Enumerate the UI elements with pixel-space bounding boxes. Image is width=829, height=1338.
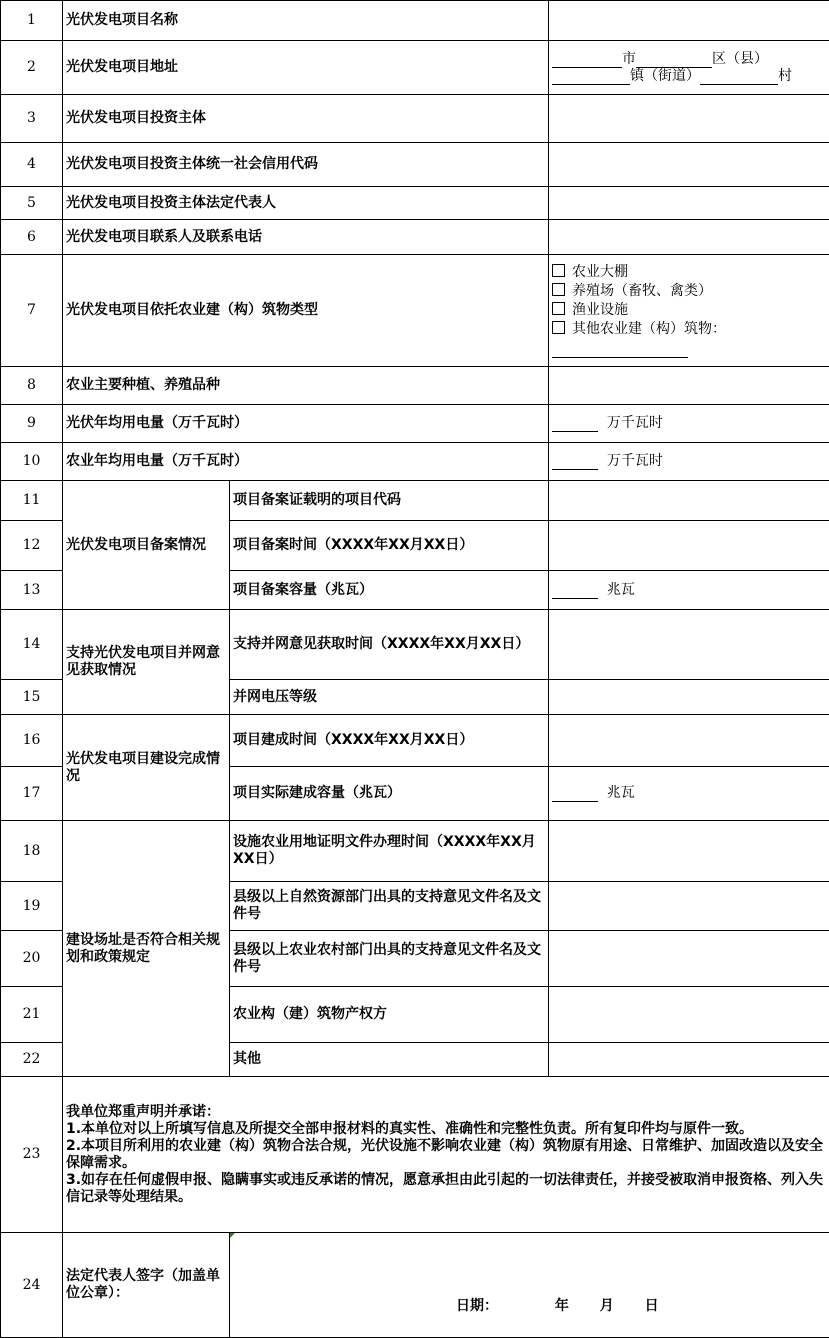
declaration-item: 1.本单位对以上所填写信息及所提交全部申报材料的真实性、准确性和完整性负责。所有复印件均与原件一致。 [66, 1120, 754, 1137]
town-label: 镇（街道） [630, 67, 700, 84]
row-number: 3 [1, 95, 63, 143]
group-label-record: 光伏发电项目备案情况 [63, 481, 230, 610]
other-building-blank[interactable] [552, 343, 688, 358]
option-fishery[interactable]: 渔业设施 [552, 301, 826, 320]
row-number: 23 [1, 1077, 63, 1233]
table-row [1, 821, 829, 882]
option-greenhouse[interactable]: 农业大棚 [552, 263, 826, 282]
row-number: 9 [1, 405, 63, 443]
field-input-legal-rep[interactable] [549, 187, 829, 220]
field-input-project-address[interactable] [549, 41, 829, 95]
field-input-land-cert-date[interactable] [549, 821, 829, 882]
row-number: 12 [1, 521, 63, 571]
row-number: 17 [1, 767, 63, 821]
field-input-property-owner[interactable] [549, 987, 829, 1043]
field-label-project-address: 光伏发电项目地址 [63, 41, 549, 95]
day-label: 日 [644, 1298, 659, 1314]
row-number: 14 [1, 610, 63, 680]
field-label-record-date: 项目备案时间（XXXX年XX月XX日） [230, 521, 549, 571]
declaration-item: 2.本项目所利用的农业建（构）筑物合法合规，光伏设施不影响农业建（构）筑物原有用途、日常维护、加固改造以及安全保障需求。 [66, 1137, 824, 1171]
table-row [1, 1233, 829, 1338]
field-input-credit-code[interactable] [549, 143, 829, 187]
field-label-pv-consumption: 光伏年均用电量（万千瓦时） [63, 405, 549, 443]
row-number: 6 [1, 220, 63, 255]
field-label-grid-voltage: 并网电压等级 [230, 680, 549, 715]
field-label-actual-capacity: 项目实际建成容量（兆瓦） [230, 767, 549, 821]
field-input-grid-date[interactable] [549, 610, 829, 680]
option-livestock[interactable]: 养殖场（畜牧、禽类） [552, 282, 826, 301]
row-number: 5 [1, 187, 63, 220]
unit-label: 万千瓦时 [606, 453, 663, 469]
declaration-block [63, 1077, 829, 1233]
row-number: 11 [1, 481, 63, 521]
checkbox[interactable] [552, 321, 565, 334]
checkbox[interactable] [552, 283, 565, 296]
row-number: 1 [1, 1, 63, 41]
table-row [1, 1, 829, 41]
city-blank[interactable] [552, 53, 622, 68]
checkbox[interactable] [552, 302, 565, 315]
table-row [1, 187, 829, 220]
field-label-project-name: 光伏发电项目名称 [63, 1, 549, 41]
field-input-nr-support-doc[interactable] [549, 882, 829, 931]
row-number: 16 [1, 715, 63, 767]
table-row [1, 443, 829, 481]
field-input-completion-date[interactable] [549, 715, 829, 767]
row-number: 21 [1, 987, 63, 1043]
field-label-building-type: 光伏发电项目依托农业建（构）筑物类型 [63, 255, 549, 367]
group-label-site: 建设场址是否符合相关规划和政策规定 [63, 821, 230, 1077]
field-label-ag-consumption: 农业年均用电量（万千瓦时） [63, 443, 549, 481]
unit-label: 万千瓦时 [606, 415, 663, 431]
table-row [1, 610, 829, 680]
table-row [1, 367, 829, 405]
table-row [1, 715, 829, 767]
field-label-credit-code: 光伏发电项目投资主体统一社会信用代码 [63, 143, 549, 187]
other-building-blank-row [552, 339, 826, 358]
field-label-land-cert-date: 设施农业用地证明文件办理时间（XXXX年XX月XX日） [230, 821, 549, 882]
table-row [1, 255, 829, 367]
field-input-record-capacity[interactable] [549, 571, 829, 610]
value-blank[interactable] [552, 417, 598, 432]
field-input-record-code[interactable] [549, 481, 829, 521]
value-blank[interactable] [552, 787, 598, 802]
table-row [1, 405, 829, 443]
option-other-building[interactable]: 其他农业建（构）筑物： [552, 320, 826, 339]
signature-date-line [456, 1298, 659, 1315]
date-label: 日期： [456, 1298, 498, 1314]
address-line-2 [552, 68, 826, 85]
field-label-property-owner: 农业构（建）筑物产权方 [230, 987, 549, 1043]
district-label: 区（县） [712, 50, 768, 67]
table-row [1, 95, 829, 143]
month-label: 月 [599, 1298, 614, 1314]
year-label: 年 [554, 1298, 569, 1314]
value-blank[interactable] [552, 584, 598, 599]
field-label-completion-date: 项目建成时间（XXXX年XX月XX日） [230, 715, 549, 767]
field-label-contact: 光伏发电项目联系人及联系电话 [63, 220, 549, 255]
field-label-investor: 光伏发电项目投资主体 [63, 95, 549, 143]
row-number: 7 [1, 255, 63, 367]
village-label: 村 [778, 67, 792, 84]
cell-corner-mark [230, 1233, 235, 1238]
row-number: 8 [1, 367, 63, 405]
group-label-completion: 光伏发电项目建设完成情况 [63, 715, 230, 821]
declaration-intro: 我单位郑重声明并承诺： [66, 1103, 220, 1120]
field-input-ag-consumption[interactable] [549, 443, 829, 481]
field-input-contact[interactable] [549, 220, 829, 255]
table-row [1, 481, 829, 521]
field-input-project-name[interactable] [549, 1, 829, 41]
unit-label: 兆瓦 [606, 785, 635, 801]
row-number: 19 [1, 882, 63, 931]
value-blank[interactable] [552, 455, 598, 470]
field-label-signature: 法定代表人签字（加盖单位公章）： [63, 1233, 230, 1338]
address-line-1 [552, 51, 826, 68]
field-label-record-code: 项目备案证载明的项目代码 [230, 481, 549, 521]
field-label-ag-support-doc: 县级以上农业农村部门出具的支持意见文件名及文件号 [230, 931, 549, 987]
row-number: 24 [1, 1233, 63, 1338]
row-number: 20 [1, 931, 63, 987]
row-number: 22 [1, 1043, 63, 1077]
table-row [1, 220, 829, 255]
field-label-nr-support-doc: 县级以上自然资源部门出具的支持意见文件名及文件号 [230, 882, 549, 931]
field-input-record-date[interactable] [549, 521, 829, 571]
town-blank[interactable] [552, 70, 630, 85]
field-input-ag-support-doc[interactable] [549, 931, 829, 987]
village-blank[interactable] [700, 70, 778, 85]
field-label-other: 其他 [230, 1043, 549, 1077]
field-label-record-capacity: 项目备案容量（兆瓦） [230, 571, 549, 610]
field-input-grid-voltage[interactable] [549, 680, 829, 715]
table-row [1, 41, 829, 95]
row-number: 15 [1, 680, 63, 715]
group-label-grid: 支持光伏发电项目并网意见获取情况 [63, 610, 230, 715]
row-number: 13 [1, 571, 63, 610]
field-input-building-type[interactable] [549, 255, 829, 367]
declaration-item: 3.如存在任何虚假申报、隐瞒事实或违反承诺的情况，愿意承担由此引起的一切法律责任，并接受被取消申报资格、列入失信记录等处理结果。 [66, 1171, 824, 1205]
row-number: 2 [1, 41, 63, 95]
field-label-crop-species: 农业主要种植、养殖品种 [63, 367, 549, 405]
unit-label: 兆瓦 [606, 581, 635, 598]
field-input-investor[interactable] [549, 95, 829, 143]
table-row [1, 143, 829, 187]
row-number: 10 [1, 443, 63, 481]
district-blank[interactable] [636, 53, 712, 68]
field-label-legal-rep: 光伏发电项目投资主体法定代表人 [63, 187, 549, 220]
field-input-other[interactable] [549, 1043, 829, 1077]
row-number: 4 [1, 143, 63, 187]
city-label: 市 [622, 50, 636, 67]
field-input-actual-capacity[interactable] [549, 767, 829, 821]
row-number: 18 [1, 821, 63, 882]
field-label-grid-date: 支持并网意见获取时间（XXXX年XX月XX日） [230, 610, 549, 680]
field-input-pv-consumption[interactable] [549, 405, 829, 443]
checkbox[interactable] [552, 264, 565, 277]
table-row [1, 1077, 829, 1233]
field-input-crop-species[interactable] [549, 367, 829, 405]
signature-area[interactable] [230, 1233, 829, 1338]
